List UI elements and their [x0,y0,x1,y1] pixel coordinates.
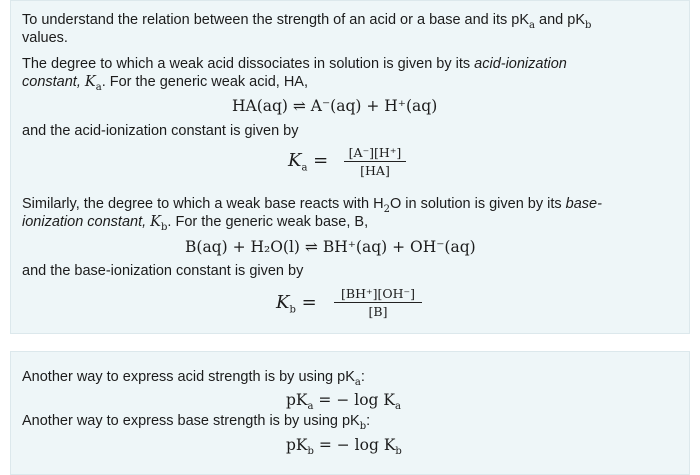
base-text-2: O in solution is given by its [389,196,566,212]
kb-equals: = [301,292,317,313]
pka-equation [286,391,401,413]
ka-denominator: [HA] [360,163,390,178]
pkb-intro-line [22,412,370,430]
base-text: Similarly, the degree to which a weak base reacts with H [22,196,384,212]
base-constant-intro: and the base-ionization constant is given by [22,263,304,279]
pka-eq-lhs: pK [286,391,308,409]
kb-subscript: b [161,221,168,233]
intro-line-2: values. [22,30,68,46]
ka-symbol: K [84,74,96,90]
pkb-eq-rhs: = − log K [313,436,396,454]
pka-eq-rhs-subscript: a [394,401,401,413]
kb-formula-lhs [276,292,317,316]
base-equilibrium-equation: B(aq) + H₂O(l) ⇌ BH⁺(aq) + OH⁻(aq) [185,238,476,256]
pkb-intro-text: Another way to express base strength is by using pK [22,413,360,429]
kb-lhs-symbol: K [276,292,290,313]
pkb-subscript: b [585,19,592,31]
kb-fraction [334,286,422,319]
acid-paragraph-line-1 [22,55,567,73]
pka-intro-line [22,368,365,386]
ka-numerator: [A⁻][H⁺] [348,145,402,160]
ka-subscript: a [95,81,102,93]
intro-line-1 [22,11,591,29]
pkb-intro-subscript: b [359,420,367,432]
ka-equals: = [313,150,329,171]
intro-and-text: and pK [535,12,586,28]
pkb-equation [286,436,402,458]
acid-constant-intro: and the acid-ionization constant is given by [22,123,299,139]
pka-eq-rhs: = − log K [313,391,395,409]
pka-intro-text: Another way to express acid strength is by using pK [22,369,355,385]
ka-formula-lhs [288,150,329,174]
pka-intro-subscript: a [354,376,361,388]
pkb-colon: : [366,413,371,429]
kb-lhs-subscript: b [289,304,296,316]
kb-numerator: [BH⁺][OH⁻] [341,286,415,301]
ka-lhs-symbol: K [288,150,302,171]
acid-equilibrium-equation: HA(aq) ⇌ A⁻(aq) + H⁺(aq) [232,97,438,115]
ionization-constant-term: ionization constant, [22,214,147,230]
water-subscript: 2 [383,203,390,215]
acid-text: The degree to which a weak acid dissociates in solution is given by its [22,56,475,72]
kb-symbol: K [150,214,162,230]
base-term: base- [565,196,602,212]
base-generic-text: . For the generic weak base, B, [167,214,369,230]
constant-term: constant, [22,74,81,90]
pka-eq-lhs-subscript: a [307,401,314,413]
base-paragraph-line-1 [22,195,602,213]
pka-subscript: a [529,19,536,31]
pka-colon: : [360,369,365,385]
base-paragraph-line-2 [22,213,368,231]
pkb-eq-rhs-subscript: b [395,446,402,458]
intro-text: To understand the relation between the strength of an acid or a base and its pK [22,12,530,28]
pkb-eq-lhs: pK [286,436,308,454]
pkb-eq-lhs-subscript: b [307,446,314,458]
kb-denominator: [B] [368,304,388,319]
acid-ionization-term: acid-ionization [474,56,567,72]
acid-paragraph-line-2 [22,73,308,91]
ka-fraction [344,145,406,178]
ka-lhs-subscript: a [301,162,308,174]
acid-generic-text: . For the generic weak acid, HA, [101,74,309,90]
